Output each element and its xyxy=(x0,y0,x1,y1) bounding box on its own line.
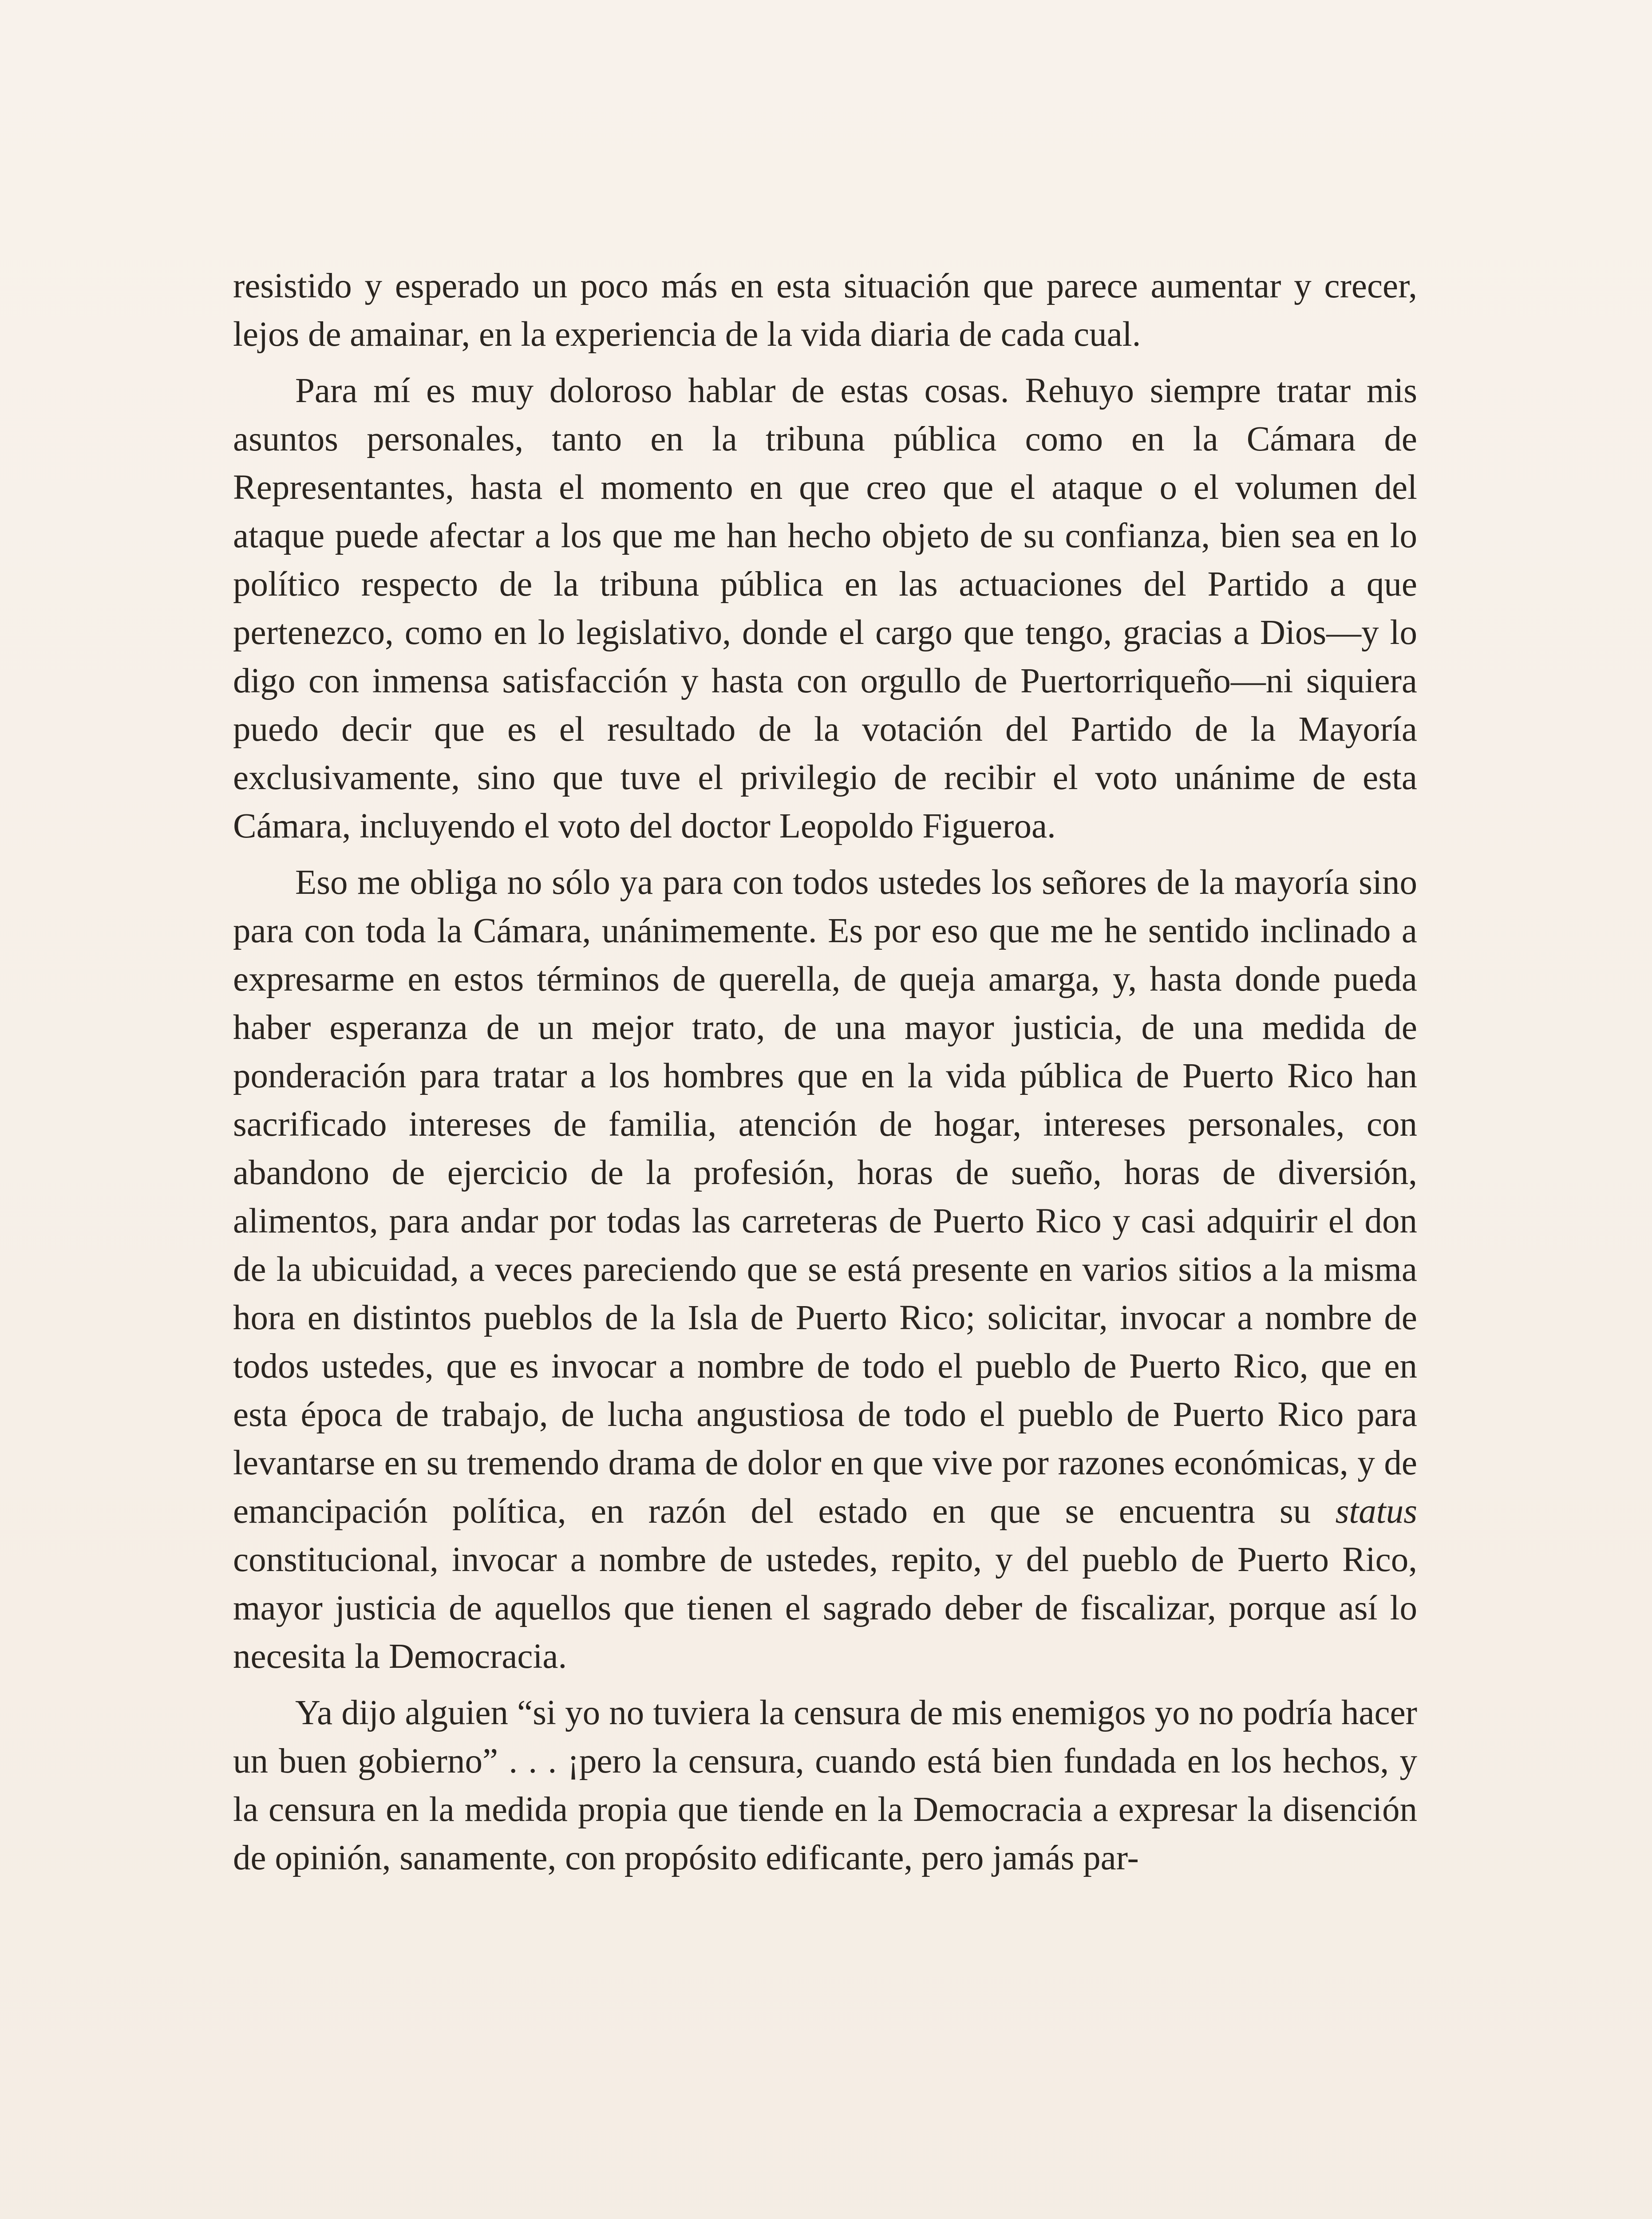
paragraph-3 xyxy=(233,858,1417,1681)
paragraph-1: resistido y esperado un poco más en esta situación que parece aumentar y crecer, lejos de amainar, en la experiencia de la vida diaria de cada cual. xyxy=(233,267,1417,354)
paragraph-3-italic-word: status xyxy=(1335,1492,1417,1531)
body-text xyxy=(233,262,1417,1890)
paragraph-2: Para mí es muy doloroso hablar de estas cosas. Rehuyo siempre tratar mis asuntos personales, tanto en la tribuna pública como en la Cámara de Representantes, hasta el momento en que creo que el ataque o el volumen del ataque puede afectar a los que me han hecho objeto de su confianza, bien sea en lo político respecto de la tribuna pública en las actuaciones del Partido a que pertenezco, como en lo legislativo, donde el cargo que tengo, gracias a Dios—y lo digo con inmensa satisfacción y hasta con orgullo de Puertorriqueño—ni siquiera puedo decir que es el resultado de la votación del Partido de la Mayoría exclusivamente, sino que tuve el privilegio de recibir el voto unánime de esta Cámara, incluyendo el voto del doctor Leopoldo Figueroa. xyxy=(233,371,1417,845)
paragraph-4: Ya dijo alguien “si yo no tuviera la censura de mis enemigos yo no podría hacer un buen gobierno” . . . ¡pero la censura, cuando está bien fundada en los hechos, y la censura en la medida propia que tiende en la Democracia a expresar la disención de opinión, sanamente, con propósito edificante, pero jamás par- xyxy=(233,1694,1417,1877)
paragraph-3-text-before: Eso me obliga no sólo ya para con todos ustedes los señores de la mayoría sino para con toda la Cámara, unánimemente. Es por eso que me he sentido inclinado a expresarme en estos términos de querella, de queja amarga, y, hasta donde pueda haber esperanza de un mejor trato, de una mayor justicia, de una medida de ponderación para tratar a los hombres que en la vida pública de Puerto Rico han sacrificado intereses de familia, atención de hogar, intereses personales, con abandono de ejercicio de la profesión, horas de sueño, horas de diversión, alimentos, para andar por todas las carreteras de Puerto Rico y casi adquirir el don de la ubicuidad, a veces pareciendo que se está presente en varios sitios a la misma hora en distintos pueblos de la Isla de Puerto Rico; solicitar, invocar a nombre de todos ustedes, que es invocar a nombre de todo el pueblo de Puerto Rico, que en esta época de trabajo, de lucha angustiosa de todo el pueblo de Puerto Rico para levantarse en su tremendo drama de dolor en que vive por razones económicas, y de emancipación política, en razón del estado en que se encuentra su xyxy=(233,863,1417,1531)
paragraph-3-text-after: constitucional, invocar a nombre de ustedes, repito, y del pueblo de Puerto Rico, mayor justicia de aquellos que tienen el sagrado deber de fiscalizar, porque así lo necesita la Democracia. xyxy=(233,1540,1417,1676)
